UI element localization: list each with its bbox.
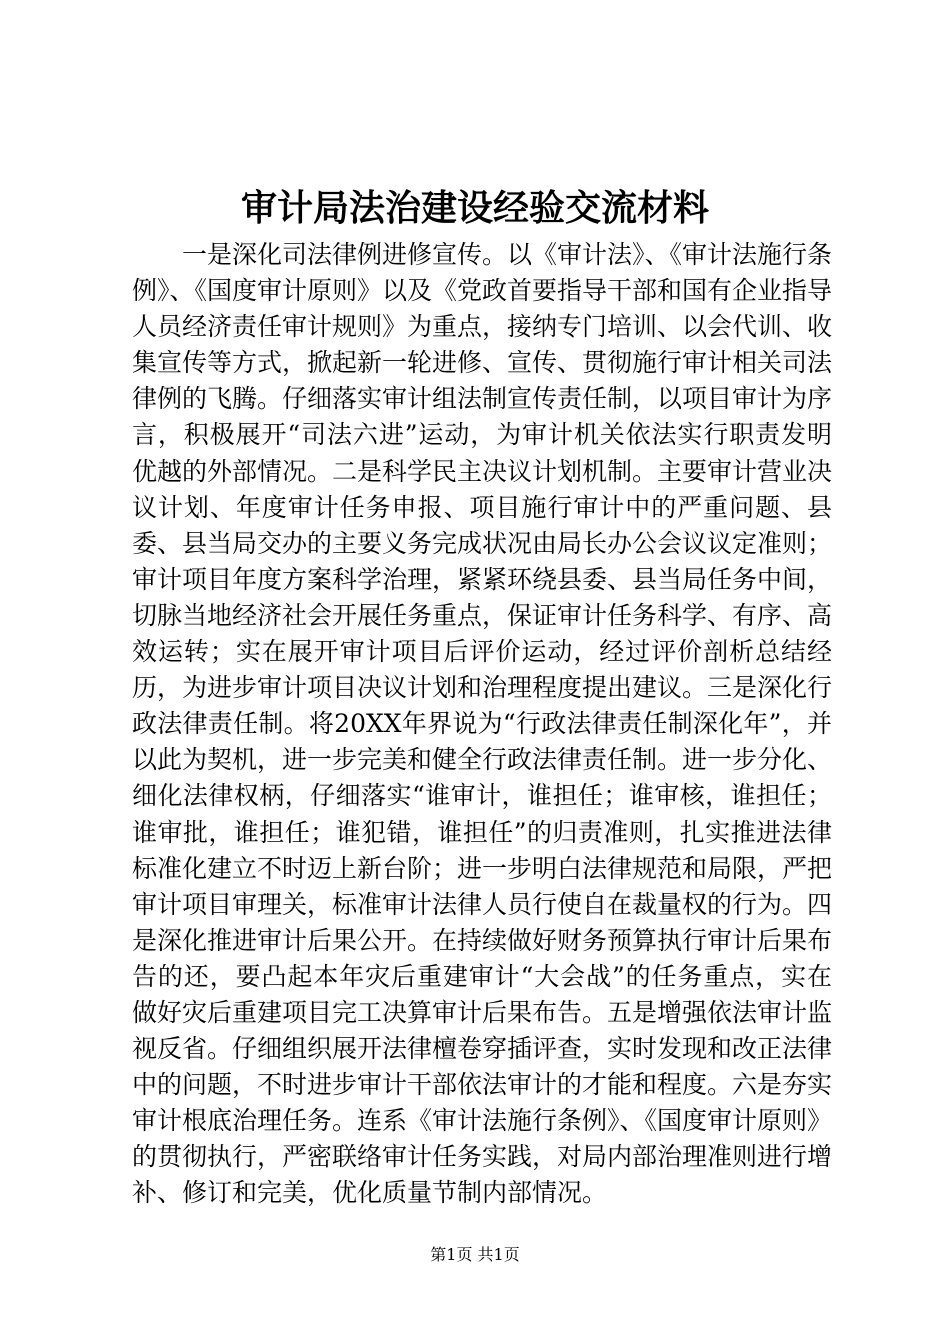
page-number-footer: 第1页 共1页 bbox=[430, 1245, 520, 1264]
document-body-paragraph: 一是深化司法律例进修宣传。以《审计法》、《审计法施行条例》、《国度审计原则》以及《党政首要指导干部和国有企业指导人员经济责任审计规则》为重点，接纳专门培训、以会代训、收集宣传等方式，掀起新一轮进修、宣传、贯彻施行审计相关司法律例的飞腾。仔细落实审计组法制宣传责任制，以项目审计为序言，积极展开“司法六进”运动，为审计机关依法实行职责发明优越的外部情况。二是科学民主决议计划机制。主要审计营业决议计划、年度审计任务申报、项目施行审计中的严重问题、县委、县当局交办的主要义务完成状况由局长办公会议议定准则；审计项目年度方案科学治理，紧紧环绕县委、县当局任务中间，切脉当地经济社会开展任务重点，保证审计任务科学、有序、高效运转；实在展开审计项目后评价运动，经过评价剖析总结经历，为进步审计项目决议计划和治理程度提出建议。三是深化行政法律责任制。将20XX年界说为“行政法律责任制深化年”，并以此为契机，进一步完美和健全行政法律责任制。进一步分化、细化法律权柄，仔细落实“谁审计，谁担任；谁审核，谁担任；谁审批，谁担任；谁犯错，谁担任”的归责准则，扎实推进法律标准化建立不时迈上新台阶；进一步明白法律规范和局限，严把审计项目审理关，标准审计法律人员行使自在裁量权的行为。四是深化推进审计后果公开。在持续做好财务预算执行审计后果布告的还，要凸起本年灾后重建审计“大会战”的任务重点，实在做好灾后重建项目完工决算审计后果布告。五是增强依法审计监视反省。仔细组织展开法律檀卷穿插评查，实时发现和改正法律中的问题，不时进步审计干部依法审计的才能和程度。六是夯实审计根底治理任务。连系《审计法施行条例》、《国度审计原则》的贯彻执行，严密联络审计任务实践，对局内部治理准则进行增补、修订和完美，优化质量节制内部情况。 bbox=[132, 240, 833, 1208]
document-title: 审计局法治建设经验交流材料 bbox=[240, 187, 709, 229]
